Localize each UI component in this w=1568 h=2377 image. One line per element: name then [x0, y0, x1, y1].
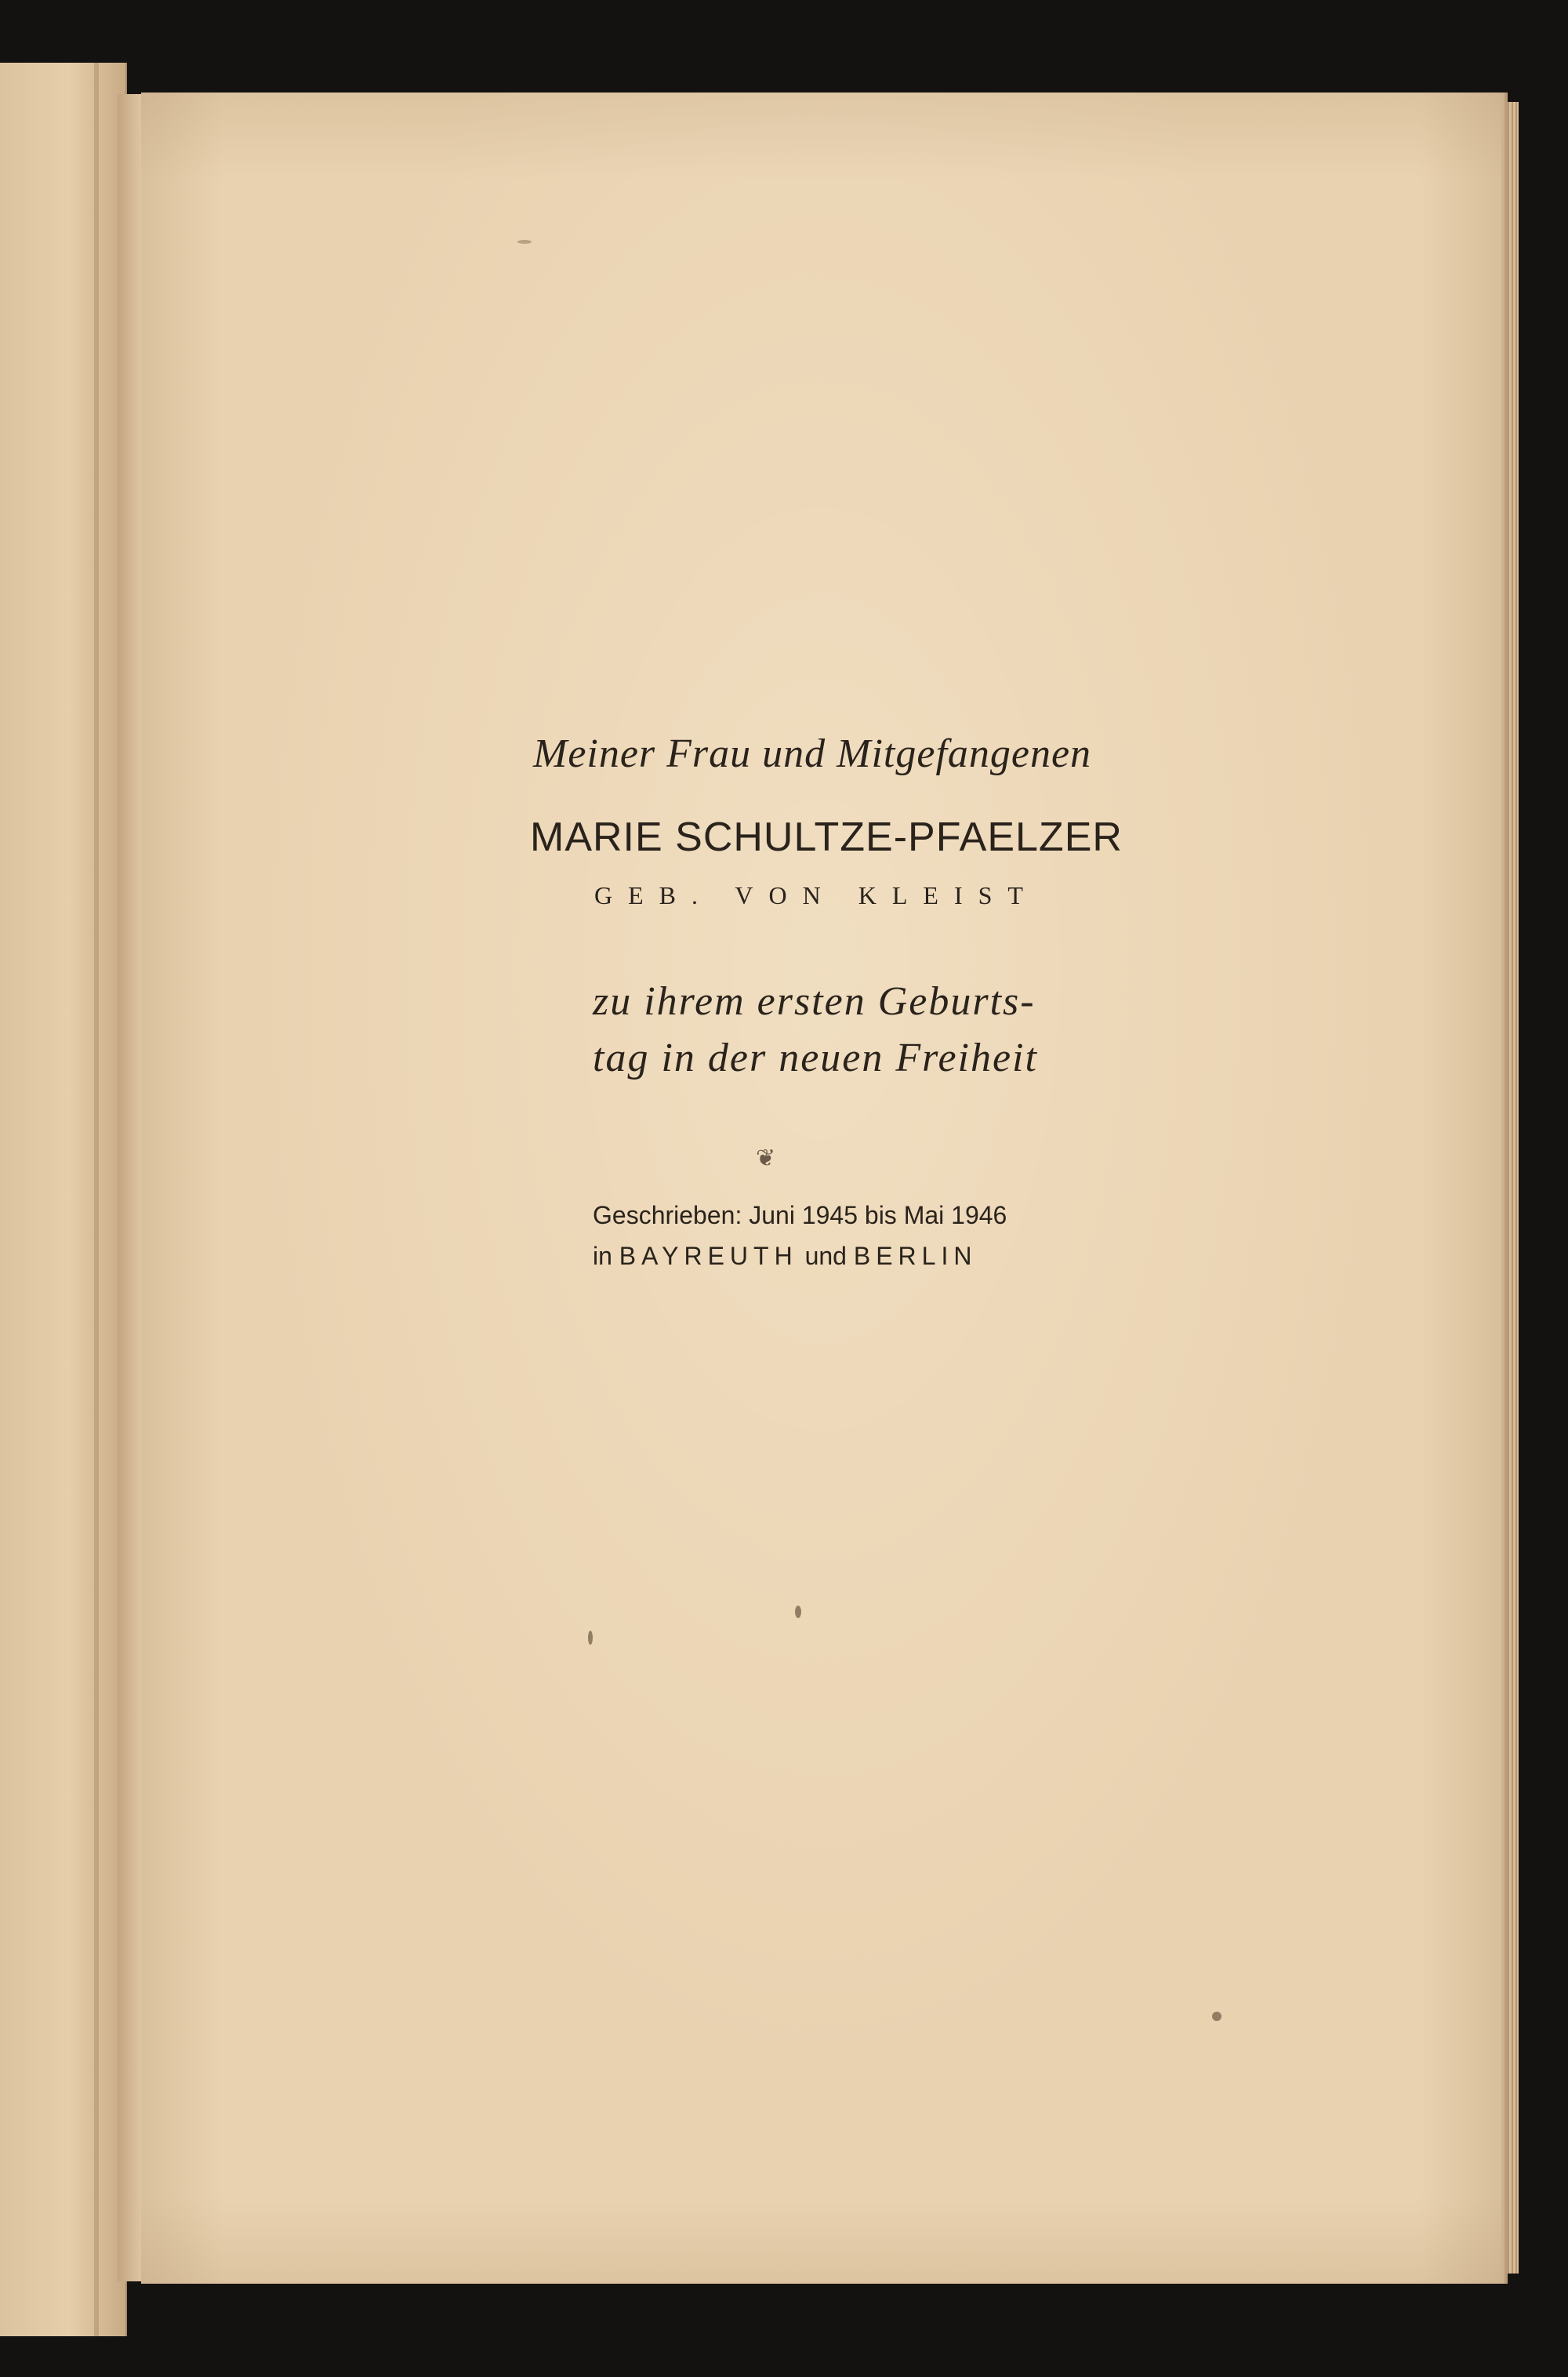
- dedicatee-name: MARIE SCHULTZE-PFAELZER: [530, 815, 1123, 860]
- place-city-berlin: BERLIN: [853, 1242, 978, 1270]
- ornament-glyph: ❦: [756, 1145, 776, 1171]
- place-prefix: in: [593, 1242, 612, 1270]
- place-conjunction: und: [804, 1242, 847, 1270]
- occasion-line-2: tag in der neuen Freiheit: [593, 1036, 1038, 1080]
- occasion-line-1: zu ihrem ersten Geburts-: [593, 979, 1036, 1024]
- maiden-name-line: GEB. VON KLEIST: [594, 881, 1039, 909]
- written-dates-line: Geschrieben: Juni 1945 bis Mai 1946: [593, 1201, 1007, 1229]
- place-city-bayreuth: BAYREUTH: [619, 1242, 798, 1270]
- dedicatory-line: Meiner Frau und Mitgefangenen: [533, 731, 1092, 776]
- place-line: [593, 1242, 977, 1271]
